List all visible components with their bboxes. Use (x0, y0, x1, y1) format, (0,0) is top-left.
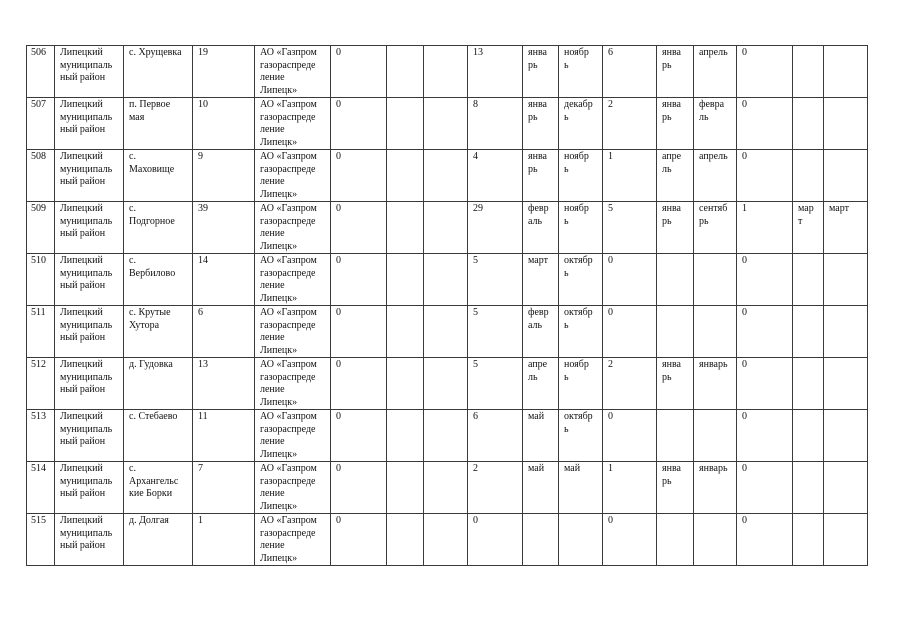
month-cell (793, 514, 824, 566)
value-cell: 0 (331, 150, 387, 202)
month-cell: янва рь (657, 358, 694, 410)
month-cell (793, 46, 824, 98)
value-cell (387, 202, 424, 254)
count-cell: 1 (193, 514, 255, 566)
value-cell: 0 (331, 202, 387, 254)
organization-cell: АО «Газпром газораспреде ление Липецк» (255, 410, 331, 462)
value-cell: 2 (468, 462, 523, 514)
count-cell: 14 (193, 254, 255, 306)
value-cell: 0 (737, 254, 793, 306)
month-cell: мар т (793, 202, 824, 254)
organization-cell: АО «Газпром газораспреде ление Липецк» (255, 202, 331, 254)
month-cell: янва рь (523, 46, 559, 98)
gas-schedule-table (26, 45, 868, 566)
value-cell: 0 (737, 410, 793, 462)
month-cell: янва рь (657, 202, 694, 254)
month-cell: ноябр ь (559, 358, 603, 410)
month-cell: май (523, 462, 559, 514)
row-number: 508 (27, 150, 55, 202)
settlement-cell: п. Первое мая (124, 98, 193, 150)
month-cell: янва рь (657, 462, 694, 514)
month-cell: март (523, 254, 559, 306)
value-cell: 0 (331, 46, 387, 98)
value-cell (387, 462, 424, 514)
district-cell: Липецкий муниципаль ный район (55, 98, 124, 150)
value-cell (424, 46, 468, 98)
value-cell (387, 150, 424, 202)
value-cell (387, 514, 424, 566)
value-cell: 29 (468, 202, 523, 254)
settlement-cell: д. Долгая (124, 514, 193, 566)
value-cell (387, 254, 424, 306)
month-cell (523, 514, 559, 566)
month-cell (657, 410, 694, 462)
settlement-cell: с. Архангельс кие Борки (124, 462, 193, 514)
table-row (27, 410, 868, 462)
month-cell (824, 514, 868, 566)
count-cell: 39 (193, 202, 255, 254)
month-cell (559, 514, 603, 566)
month-cell: январь (694, 358, 737, 410)
value-cell: 0 (331, 514, 387, 566)
month-cell (824, 462, 868, 514)
row-number: 512 (27, 358, 55, 410)
value-cell: 5 (468, 306, 523, 358)
month-cell (824, 98, 868, 150)
count-cell: 11 (193, 410, 255, 462)
value-cell (424, 306, 468, 358)
district-cell: Липецкий муниципаль ный район (55, 306, 124, 358)
table-row (27, 202, 868, 254)
month-cell (824, 410, 868, 462)
district-cell: Липецкий муниципаль ный район (55, 46, 124, 98)
month-cell (694, 410, 737, 462)
value-cell: 5 (468, 358, 523, 410)
settlement-cell: с. Стебаево (124, 410, 193, 462)
settlement-cell: с. Вербилово (124, 254, 193, 306)
month-cell: апрель (694, 46, 737, 98)
value-cell: 0 (331, 462, 387, 514)
table-row (27, 150, 868, 202)
value-cell: 1 (603, 462, 657, 514)
month-cell: янва рь (523, 98, 559, 150)
month-cell (824, 306, 868, 358)
value-cell: 0 (603, 514, 657, 566)
organization-cell: АО «Газпром газораспреде ление Липецк» (255, 254, 331, 306)
month-cell: октябр ь (559, 306, 603, 358)
value-cell: 4 (468, 150, 523, 202)
row-number: 507 (27, 98, 55, 150)
table-row (27, 306, 868, 358)
organization-cell: АО «Газпром газораспреде ление Липецк» (255, 98, 331, 150)
month-cell: октябр ь (559, 254, 603, 306)
district-cell: Липецкий муниципаль ный район (55, 410, 124, 462)
row-number: 509 (27, 202, 55, 254)
month-cell: сентяб рь (694, 202, 737, 254)
month-cell (824, 46, 868, 98)
row-number: 510 (27, 254, 55, 306)
month-cell: ноябр ь (559, 150, 603, 202)
row-number: 506 (27, 46, 55, 98)
count-cell: 7 (193, 462, 255, 514)
value-cell: 0 (737, 150, 793, 202)
value-cell (424, 202, 468, 254)
district-cell: Липецкий муниципаль ный район (55, 358, 124, 410)
month-cell (824, 358, 868, 410)
month-cell: янва рь (657, 98, 694, 150)
count-cell: 13 (193, 358, 255, 410)
month-cell: декабр ь (559, 98, 603, 150)
value-cell (424, 98, 468, 150)
value-cell (424, 254, 468, 306)
row-number: 514 (27, 462, 55, 514)
value-cell: 0 (603, 306, 657, 358)
settlement-cell: с. Подгорное (124, 202, 193, 254)
value-cell (387, 46, 424, 98)
count-cell: 10 (193, 98, 255, 150)
value-cell (424, 514, 468, 566)
month-cell (793, 98, 824, 150)
organization-cell: АО «Газпром газораспреде ление Липецк» (255, 462, 331, 514)
value-cell (424, 150, 468, 202)
table-row (27, 514, 868, 566)
month-cell: февр аль (523, 306, 559, 358)
value-cell: 0 (737, 514, 793, 566)
value-cell (424, 410, 468, 462)
value-cell: 2 (603, 98, 657, 150)
value-cell: 0 (737, 358, 793, 410)
table-row (27, 98, 868, 150)
month-cell (824, 254, 868, 306)
month-cell: янва рь (523, 150, 559, 202)
settlement-cell: с. Крутые Хутора (124, 306, 193, 358)
value-cell: 8 (468, 98, 523, 150)
district-cell: Липецкий муниципаль ный район (55, 202, 124, 254)
month-cell: май (523, 410, 559, 462)
month-cell: апре ль (657, 150, 694, 202)
month-cell (657, 254, 694, 306)
value-cell: 6 (603, 46, 657, 98)
value-cell: 0 (331, 254, 387, 306)
value-cell: 6 (468, 410, 523, 462)
row-number: 515 (27, 514, 55, 566)
month-cell (793, 150, 824, 202)
value-cell (387, 410, 424, 462)
month-cell (793, 462, 824, 514)
month-cell (793, 306, 824, 358)
month-cell: май (559, 462, 603, 514)
month-cell (824, 150, 868, 202)
value-cell: 0 (331, 98, 387, 150)
value-cell: 2 (603, 358, 657, 410)
value-cell: 0 (737, 306, 793, 358)
month-cell (694, 514, 737, 566)
month-cell (793, 358, 824, 410)
table-row (27, 254, 868, 306)
value-cell (424, 358, 468, 410)
month-cell: октябр ь (559, 410, 603, 462)
organization-cell: АО «Газпром газораспреде ление Липецк» (255, 150, 331, 202)
month-cell: апре ль (523, 358, 559, 410)
value-cell (424, 462, 468, 514)
count-cell: 9 (193, 150, 255, 202)
organization-cell: АО «Газпром газораспреде ление Липецк» (255, 306, 331, 358)
settlement-cell: с. Маховище (124, 150, 193, 202)
value-cell (387, 358, 424, 410)
row-number: 513 (27, 410, 55, 462)
month-cell (793, 410, 824, 462)
district-cell: Липецкий муниципаль ный район (55, 514, 124, 566)
value-cell (387, 306, 424, 358)
value-cell: 0 (468, 514, 523, 566)
month-cell: февр аль (523, 202, 559, 254)
district-cell: Липецкий муниципаль ный район (55, 462, 124, 514)
organization-cell: АО «Газпром газораспреде ление Липецк» (255, 514, 331, 566)
month-cell: ноябр ь (559, 46, 603, 98)
organization-cell: АО «Газпром газораспреде ление Липецк» (255, 46, 331, 98)
value-cell: 0 (737, 98, 793, 150)
month-cell (694, 254, 737, 306)
table-row (27, 46, 868, 98)
value-cell: 0 (331, 358, 387, 410)
month-cell: февра ль (694, 98, 737, 150)
value-cell: 5 (468, 254, 523, 306)
month-cell (657, 306, 694, 358)
table-body (27, 46, 868, 566)
organization-cell: АО «Газпром газораспреде ление Липецк» (255, 358, 331, 410)
value-cell: 1 (603, 150, 657, 202)
table-row (27, 462, 868, 514)
value-cell: 0 (737, 46, 793, 98)
count-cell: 6 (193, 306, 255, 358)
month-cell (793, 254, 824, 306)
district-cell: Липецкий муниципаль ный район (55, 254, 124, 306)
value-cell: 0 (331, 410, 387, 462)
value-cell: 13 (468, 46, 523, 98)
district-cell: Липецкий муниципаль ный район (55, 150, 124, 202)
settlement-cell: с. Хрущевка (124, 46, 193, 98)
month-cell: март (824, 202, 868, 254)
settlement-cell: д. Гудовка (124, 358, 193, 410)
table-row (27, 358, 868, 410)
month-cell: ноябр ь (559, 202, 603, 254)
month-cell: январь (694, 462, 737, 514)
month-cell: янва рь (657, 46, 694, 98)
count-cell: 19 (193, 46, 255, 98)
row-number: 511 (27, 306, 55, 358)
value-cell: 0 (603, 410, 657, 462)
value-cell: 0 (737, 462, 793, 514)
value-cell (387, 98, 424, 150)
month-cell: апрель (694, 150, 737, 202)
value-cell: 0 (603, 254, 657, 306)
month-cell (657, 514, 694, 566)
value-cell: 0 (331, 306, 387, 358)
value-cell: 5 (603, 202, 657, 254)
value-cell: 1 (737, 202, 793, 254)
month-cell (694, 306, 737, 358)
